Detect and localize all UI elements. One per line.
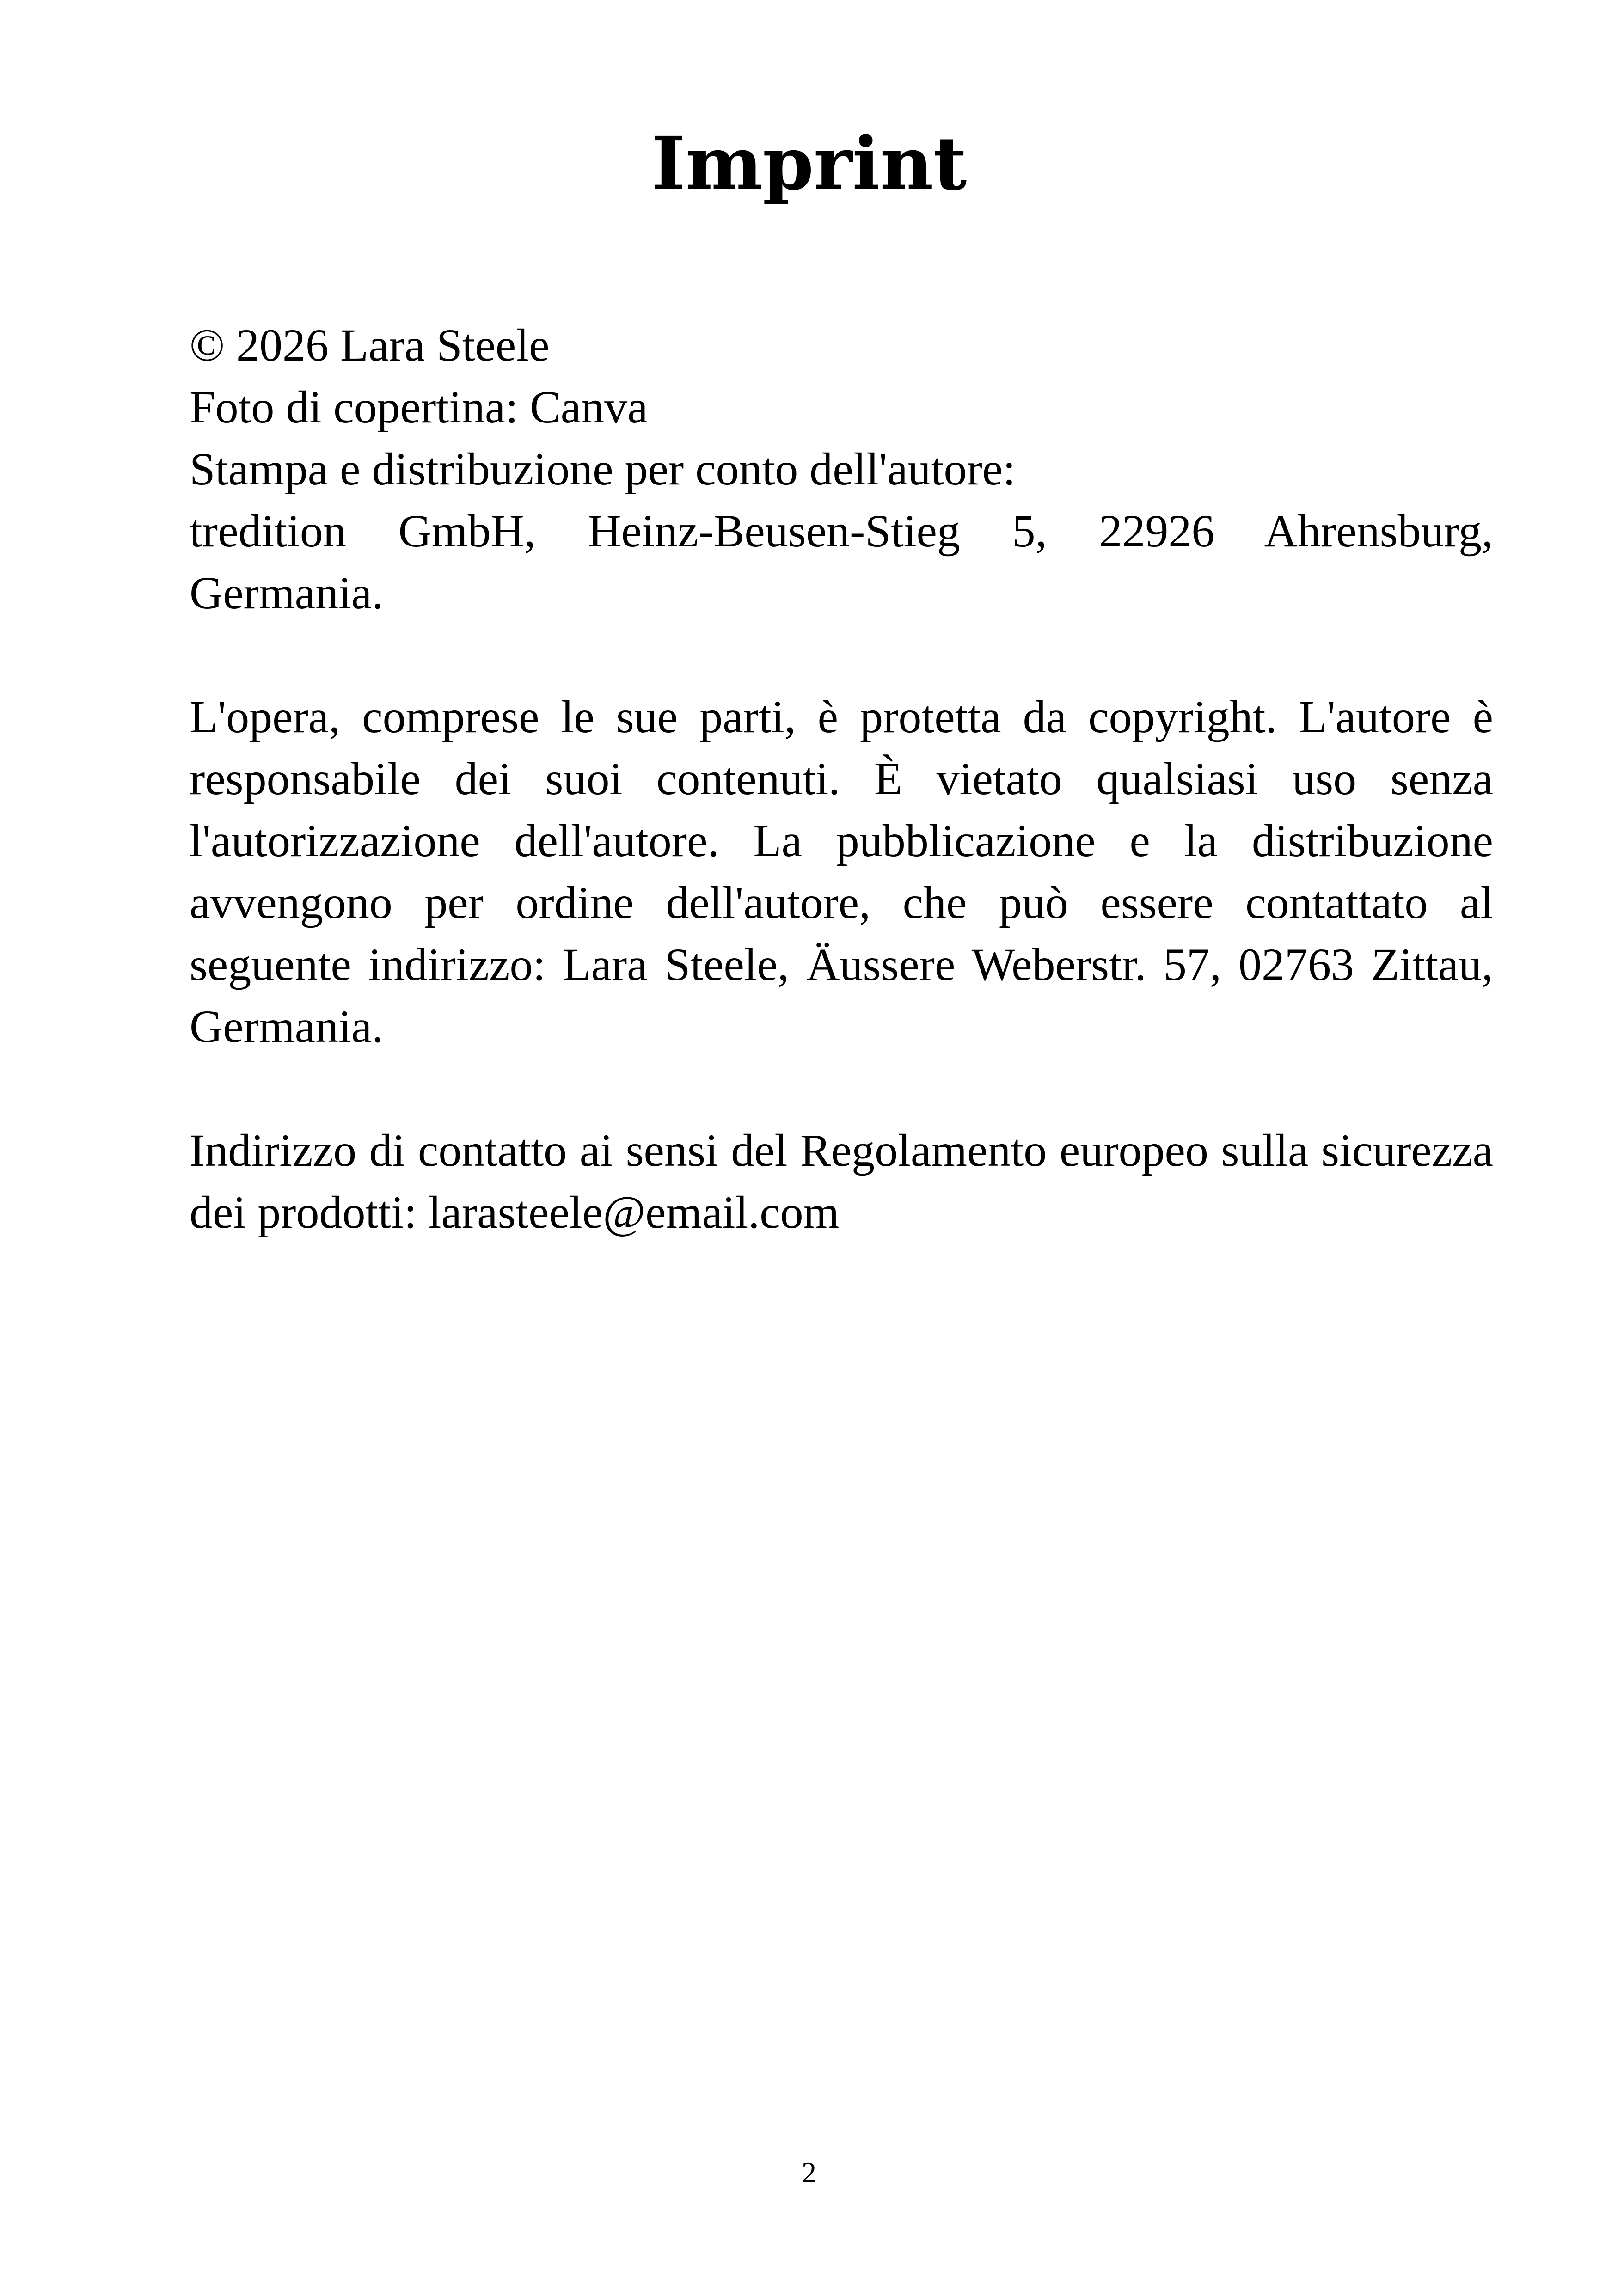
copyright-line: © 2026 Lara Steele — [190, 319, 550, 371]
printing-line: Stampa e distribuzione per conto dell'autore: — [190, 443, 1016, 495]
contact-paragraph: Indirizzo di contatto ai sensi del Regolamento europeo sulla sicurezza dei prodotti: larasteele@email.com — [190, 1125, 1493, 1238]
paragraph-spacer — [190, 1058, 1493, 1120]
page-number: 2 — [802, 2156, 816, 2189]
imprint-details — [190, 314, 1493, 624]
paragraph-spacer — [190, 624, 1493, 686]
cover-photo-line: Foto di copertina: Canva — [190, 381, 648, 433]
imprint-content — [190, 314, 1493, 1243]
rights-paragraph: L'opera, comprese le sue parti, è protetta da copyright. L'autore è responsabile dei suoi contenuti. È vietato qualsiasi uso senza l'autorizzazione dell'autore. La pubblicazione e la distribuzione avvengono per ordine dell'autore, che può essere contattato al seguente indirizzo: Lara Steele, Äussere Weberstr. 57, 02763 Zittau, Germania. — [190, 691, 1493, 1052]
page-title: Imprint — [651, 121, 967, 207]
publisher-address-line: tredition GmbH, Heinz-Beusen-Stieg 5, 22926 Ahrensburg, Germania. — [190, 505, 1493, 618]
